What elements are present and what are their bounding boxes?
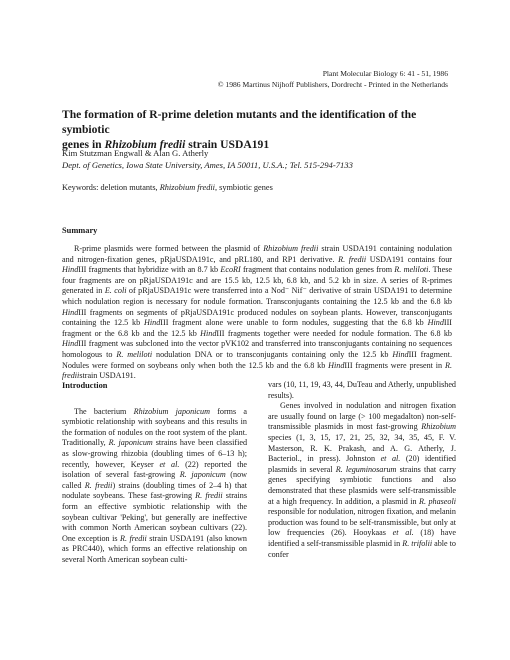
- summary-text: . These four fragments are on pRjaUSDA191c and are 15.5 kb, 12.5 kb, 6.8 kb, and 5.2 kb in size. A series of R-primes generated in: [62, 265, 452, 296]
- intro-italic: R. japonicum: [108, 438, 153, 448]
- left-column: [62, 381, 247, 566]
- article-title: [62, 107, 462, 152]
- intro-text: (22) reported the isolation of several fast-growing: [62, 459, 247, 480]
- summary-italic: R. fredii: [62, 360, 452, 381]
- summary-italic: Hind: [392, 349, 409, 359]
- summary-paragraph: [62, 244, 452, 382]
- summary-text: III fragments on segments of pRjaUSDA191c produced nodules on soybean plants. However, transconjugants containing the 12.5 kb: [62, 307, 452, 328]
- intro-italic: R. fredii: [195, 491, 223, 501]
- summary-italic: Hind: [328, 360, 345, 370]
- keywords-label: Keywords:: [62, 183, 101, 192]
- intro-italic: R. fredii: [84, 480, 113, 490]
- intro-text: (now called: [62, 470, 248, 490]
- summary-italic: Hind: [62, 265, 79, 275]
- summary-italic: Hind: [62, 307, 79, 317]
- summary-text: USDA191 contains four: [366, 254, 452, 264]
- intro-text: ) strains (doubling times of 2–4 h) that nodulate soybeans. These fast-growing: [62, 480, 248, 501]
- summary-italic: Hind: [427, 318, 444, 328]
- author-block: [62, 147, 462, 171]
- intro-text: able to confer: [268, 538, 456, 559]
- title-line-1: The formation of R-prime deletion mutants and the identification of the symbiotic: [62, 108, 417, 136]
- intro-italic: R. phaseoli: [419, 496, 456, 506]
- intro-text: strain USDA191 (also known as PRC440), which forms an effective relationship on several North American soybean culti-: [62, 533, 247, 564]
- intro-text: strains that carry genes specifying symbiotic functions and also demonstrated that these plasmids were self-transmissible at a high frequency. In addition, a plasmid in: [268, 464, 456, 506]
- journal-header: [218, 68, 448, 90]
- intro-italic: et al.: [159, 459, 180, 469]
- keywords: [62, 182, 462, 194]
- keyword-species: Rhizobium fredii: [159, 183, 215, 192]
- intro-italic: et al.: [380, 454, 401, 464]
- publisher-line: © 1986 Martinus Nijhoff Publishers, Dordrecht - Printed in the Netherlands: [217, 80, 448, 89]
- intro-italic: R. leguminosarum: [335, 464, 397, 474]
- summary-italic: Hind: [144, 318, 161, 328]
- right-column: [268, 380, 456, 560]
- summary-italic: EcoRI: [220, 265, 241, 275]
- summary-heading: Summary: [62, 226, 98, 235]
- title-line-2a: genes in: [62, 138, 105, 151]
- intro-italic: R. trifolii: [402, 538, 433, 548]
- introduction-heading: Introduction: [62, 381, 108, 390]
- intro-italic: R. fredii: [120, 533, 147, 543]
- summary-italic: Hind: [62, 339, 79, 349]
- summary-text: of pRjaUSDA191c were transferred into a Nod⁻ Nif⁻ derivative of strain USDA191 to determine which nodulation region is necessary for nodule formation. Transconjugants containing the 12.5 kb and the 6.8 kb: [62, 286, 452, 306]
- intro-text: strains form an effective symbiotic relationship with the soybean cultivar 'Peking', but generally are ineffective with common North American soybean cultivars (22). One exception is: [62, 491, 247, 543]
- intro-text: The bacterium: [74, 406, 134, 416]
- summary-italic: R. meliloti: [394, 265, 429, 275]
- summary-text: strain USDA191.: [79, 371, 136, 381]
- summary-text: III fragment was subcloned into the vector pVK102 and transferred into transconjugants containing no sequences homologous to: [62, 339, 452, 359]
- summary-text: strain USDA191 containing nodulation and nitrogen-fixation genes, pRjaUSDA191c, and pRL180, and RP1 derivative.: [62, 244, 452, 264]
- summary-text: III fragment. Nodules were formed on soybeans only when both the 12.5 kb and the 6.8 kb: [62, 349, 452, 370]
- summary-italic: R. meliloti: [116, 349, 153, 359]
- intro-text: strains have been classified as slow-growing rhizobia (doubling times of 6–13 h); recently, however, Keyser: [62, 438, 248, 469]
- intro-text: forms a symbiotic relationship with soybeans and this results in the formation of nodules on the root system of the plant. Traditionally,: [62, 406, 247, 448]
- summary-text: fragment that contains nodulation genes from: [240, 265, 395, 275]
- summary-text: III fragments together were needed for nodule formation. The 6.8 kb: [216, 328, 452, 338]
- summary-italic: Rhizobium fredii: [263, 244, 319, 253]
- summary-italic: R. fredii: [338, 254, 367, 264]
- summary-text: III fragment or the 6.8 kb and the 12.5 kb: [62, 318, 452, 338]
- intro-text: species (1, 3, 15, 17, 21, 25, 32, 34, 35, 45, F. V. Masterson, R. K. Prakash, and A. G. Atherly, J. Bacteriol., in press). Johnston: [268, 432, 456, 464]
- keyword-text: , symbiotic genes: [214, 183, 273, 192]
- author-affiliation: Dept. of Genetics, Iowa State University, Ames, IA 50011, U.S.A.; Tel. 515-294-7133: [62, 160, 353, 170]
- summary-italic: E. coli: [104, 286, 127, 296]
- summary-italic: Hind: [200, 328, 217, 338]
- intro-text: (20) identified plasmids in several: [268, 454, 456, 474]
- summary-text: R-prime plasmids were formed between the plasmid of: [74, 244, 264, 253]
- intro-text: responsible for nodulation, nitrogen fixation, and melanin production was found to be self-transmissible, but only at low frequencies (26). Hooykaas: [268, 507, 456, 538]
- title-line-2c: strain USDA191: [185, 138, 270, 151]
- intro-italic: Rhizobium japonicum: [133, 406, 210, 416]
- journal-citation: Plant Molecular Biology 6: 41 - 51, 1986: [322, 69, 448, 78]
- summary-text: III fragment alone were unable to form nodules, suggesting that the 6.8 kb: [160, 318, 428, 328]
- author-names: Kim Stutzman Engwall & Alan G. Atherly: [62, 148, 209, 158]
- intro-text: (18) have identified a self-transmissible plasmid in: [268, 528, 457, 548]
- keyword-text: deletion mutants,: [100, 183, 160, 192]
- intro-paragraph-1: [62, 407, 247, 566]
- summary-text: nodulation DNA or to transconjugants containing only the 12.5 kb: [152, 349, 393, 359]
- intro-italic: Rhizobium: [421, 422, 456, 432]
- intro-continuation: vars (10, 11, 19, 43, 44, DuTeau and Atherly, unpublished results).: [268, 380, 456, 400]
- summary-text: III fragments that hybridize with an 8.7 kb: [78, 265, 221, 275]
- intro-text: Genes involved in nodulation and nitrogen fixation are usually found on large (> 100 megadalton) non-self-transmissible plasmids in most fast-growing: [268, 401, 456, 432]
- intro-italic: R. japonicum: [179, 470, 226, 480]
- summary-text: III fragments were present in: [344, 360, 445, 370]
- title-species: Rhizobium fredii: [104, 138, 186, 151]
- intro-paragraph-2: [268, 401, 456, 560]
- intro-italic: et al.: [392, 528, 414, 538]
